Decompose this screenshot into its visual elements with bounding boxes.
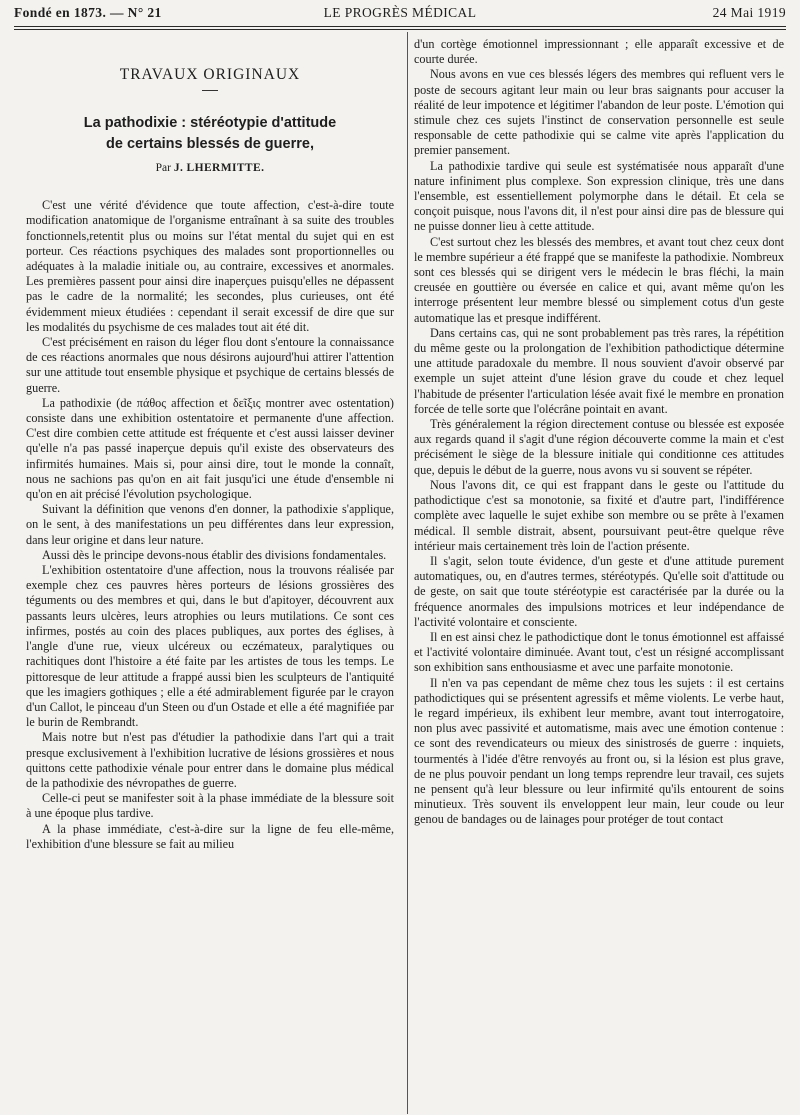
paragraph: Il en est ainsi chez le pathodictique dont le tonus émotionnel est affaissé et l'activité volontaire diminuée. Avant tout, c'est un résigné accomplissant son exhibition sans enthousiasme et avec une parfaite monotonie. <box>414 629 784 675</box>
article-title-line-1: La pathodixie : stéréotypie d'attitude <box>83 115 337 131</box>
left-column <box>26 36 394 1114</box>
paragraph: L'exhibition ostentatoire d'une affection, nous la trouvons réalisée par exemple chez ces pauvres hères porteurs de lésions grossières des téguments ou des membres et qui, dans le but d'apitoyer, découvrent aux passants leurs ulcères, leurs atrophies ou leurs mutilations. Ce sont ces infirmes, postés au coin des places publiques, aux portes des églises, à l'angle d'une rue, vieux ulcéreux ou eczémateux, paralytiques ou rachitiques dont l'histoire a été faite par les artistes de tous les temps. Le pittoresque de leur attitude a frappé aussi bien les sculpteurs de l'antiquité que les imagiers gothiques ; elle a été admirablement figurée par le crayon d'un Callot, le pinceau d'un Steen ou d'un Ostade et elle a été magnifiée par le burin de Rembrandt. <box>26 563 394 730</box>
byline <box>26 161 394 176</box>
section-dash <box>202 90 218 91</box>
section-title: TRAVAUX ORIGINAUX <box>119 66 301 83</box>
article-title-line-2: de certains blessés de guerre, <box>106 136 314 152</box>
paragraph: Nous l'avons dit, ce qui est frappant dans le geste ou l'attitude du pathodictique c'est sa monotonie, sa fixité et d'autre part, l'indifférence complète avec laquelle le sujet exhibe son membre ou se prête à l'examen médical. Il semble distrait, absent, poursuivant peut-être quelque rêve intérieur mais certainement très loin de l'action présente. <box>414 477 784 553</box>
paragraph: Il s'agit, selon toute évidence, d'un geste et d'une attitude purement automatiques, ou, en d'autres termes, stéréotypés. Qu'elle soit d'attitude ou de geste, on sait que toute stéréotypie est caractérisée par la durée ou la fréquence anormales des impulsions motrices et leur indépendance de l'activité volontaire et consciente. <box>414 553 784 629</box>
page-header <box>14 2 786 24</box>
header-rule-thick <box>14 26 786 27</box>
issue-date: 24 Mai 1919 <box>712 5 786 20</box>
founded-issue: Fondé en 1873. — N° 21 <box>14 5 162 20</box>
paragraph-continued: d'un cortège émotionnel impressionnant ; elle apparaît excessive et de courte durée. <box>414 37 784 67</box>
paragraph: Dans certains cas, qui ne sont probablement pas très rares, la répétition du même geste ou la prolongation de l'exhibition pathodictique détermine une attitude paradoxale du membre. Il nous souvient d'avoir observé par exemple un sujet atteint d'une lésion grave du coude et chez lequel l'habitude de présenter l'articulation lésée avait fixé le membre en pronation forcée de telle sorte que l'olécrâne pointait en avant. <box>414 325 784 416</box>
paragraph: La pathodixie tardive qui seule est systématisée nous apparaît d'une nature infiniment plus complexe. Son expression clinique, très une dans l'ensemble, est essentiellement polymorphe dans le détail. Et cela se conçoit puisque, nous l'avons dit, il n'est pour ainsi dire pas de blessure qui ne puisse donner lieu à cette attitude. <box>414 158 784 234</box>
paragraph: C'est une vérité d'évidence que toute affection, c'est-à-dire toute modification anatomique de l'organisme entraînant à sa suite des troubles fonctionnels,retentit plus ou moins sur l'état mental du sujet qui en est porteur. Ces réactions psychiques des malades sont proportionnelles ou adéquates à la maladie initiale ou, au contraire, excessives et anormales. Les premières passent pour ainsi dire inaperçues puisqu'elles ne dépassent pas le cadre de la normalité; les secondes, plus curieuses, ont été évidemment mieux étudiées : cependant il serait excessif de dire que sur les modalités du psychisme de ces malades tout ait été dit. <box>26 198 394 334</box>
article-title <box>26 113 394 155</box>
paragraph: C'est surtout chez les blessés des membres, et avant tout chez ceux dont le membre supérieur a été frappé que se manifeste la pathodixie. Nombreux sont ces blessés qui se dirigent vers le médecin le bras fléchi, la main creusée en gouttière ou éversée en calice et qui, avant même qu'on les interroge présentent leur membre blessé ou simplement cotus d'un geste automatique las et presque indifférent. <box>414 234 784 325</box>
header-rule-thin <box>14 29 786 30</box>
paragraph: Très généralement la région directement contuse ou blessée est exposée aux regards quand il s'agit d'une région découverte comme la main et c'est précisément le siège de la blessure initiale qui conditionne ces attitudes que, depuis le début de la guerre, nous avons vu si souvent se répéter. <box>414 417 784 477</box>
column-divider <box>407 32 408 1114</box>
paragraph: Nous avons en vue ces blessés légers des membres qui refluent vers le poste de secours agitant leur main ou leur bras saignants pour accuser la réalité de leur impotence et légitimer l'abandon de leur poste. L'émotion qui stimule chez ces sujets l'instinct de conservation personnelle est seule responsable de cette pathodixie qui se calme vite après l'application du premier pansement. <box>414 67 784 158</box>
paragraph: Celle-ci peut se manifester soit à la phase immédiate de la blessure soit à une époque plus tardive. <box>26 791 394 821</box>
author-name: J. LHERMITTE. <box>173 162 265 174</box>
paragraph: C'est précisément en raison du léger flou dont s'entoure la connaissance de ces réactions anormales que nous désirons aujourd'hui attirer l'attention sur une attitude tout ensemble physique et psychique de certains blessés de guerre. <box>26 335 394 395</box>
paragraph: Aussi dès le principe devons-nous établir des divisions fondamentales. <box>42 547 387 562</box>
paragraph: A la phase immédiate, c'est-à-dire sur la ligne de feu elle-même, l'exhibition d'une blessure se fait au milieu <box>26 821 394 851</box>
journal-title: LE PROGRÈS MÉDICAL <box>323 5 477 20</box>
byline-prefix: Par <box>155 162 171 174</box>
right-column <box>414 37 784 1115</box>
paragraph: Il n'en va pas cependant de même chez tous les sujets : il est certains pathodictiques qui se présentent agressifs et même violents. Le verbe haut, le regard impérieux, ils exhibent leur membre, avant tout interrogatoire, non plus avec passivité et automatisme, mais avec une émotion contenue : ce sont des revendicateurs ou mieux des sinistrosés de guerre : inquiets, tourmentés à l'idée d'être renvoyés au front ou, si la lésion est plus grave, de ne plus pouvoir pendant un long temps reprendre leur travail, ces sujets ne pensent qu'à leur blessure ou leur infirmité qu'ils entourent de soins minutieux. Très souvent ils enveloppent leur main, leur coude ou leur genou de bandages ou de lainages pour protéger de tout contact <box>414 675 784 827</box>
paragraph: Mais notre but n'est pas d'étudier la pathodixie dans l'art qui a trait presque exclusivement à l'exhibition lucrative de lésions grossières et nous quittons cette pathodixie vénale pour entrer dans le domaine plus médical de la pathodixie des névropathes de guerre. <box>26 730 394 790</box>
paragraph: Suivant la définition que venons d'en donner, la pathodixie s'applique, on le sent, à des manifestations un peu différentes dans leur expression, dans leur origine et dans leur nature. <box>26 502 394 547</box>
paragraph: La pathodixie (de πάθος affection et δεῖξις montrer avec ostentation) consiste dans une exhibition ostentatoire et permanente d'une affection. C'est dire combien cette attitude est fréquente et c'est aussi laisser deviner qu'elle n'a pas passé inaperçue depuis qu'il existe des observateurs des infirmités humaines. Mais si, pour ainsi dire, tout le monde la connaît, nous ne sachions pas qu'on en ait fait jusqu'ici une étude d'ensemble ni qu'on en ait précisé l'évolution psychologique. <box>26 395 394 502</box>
